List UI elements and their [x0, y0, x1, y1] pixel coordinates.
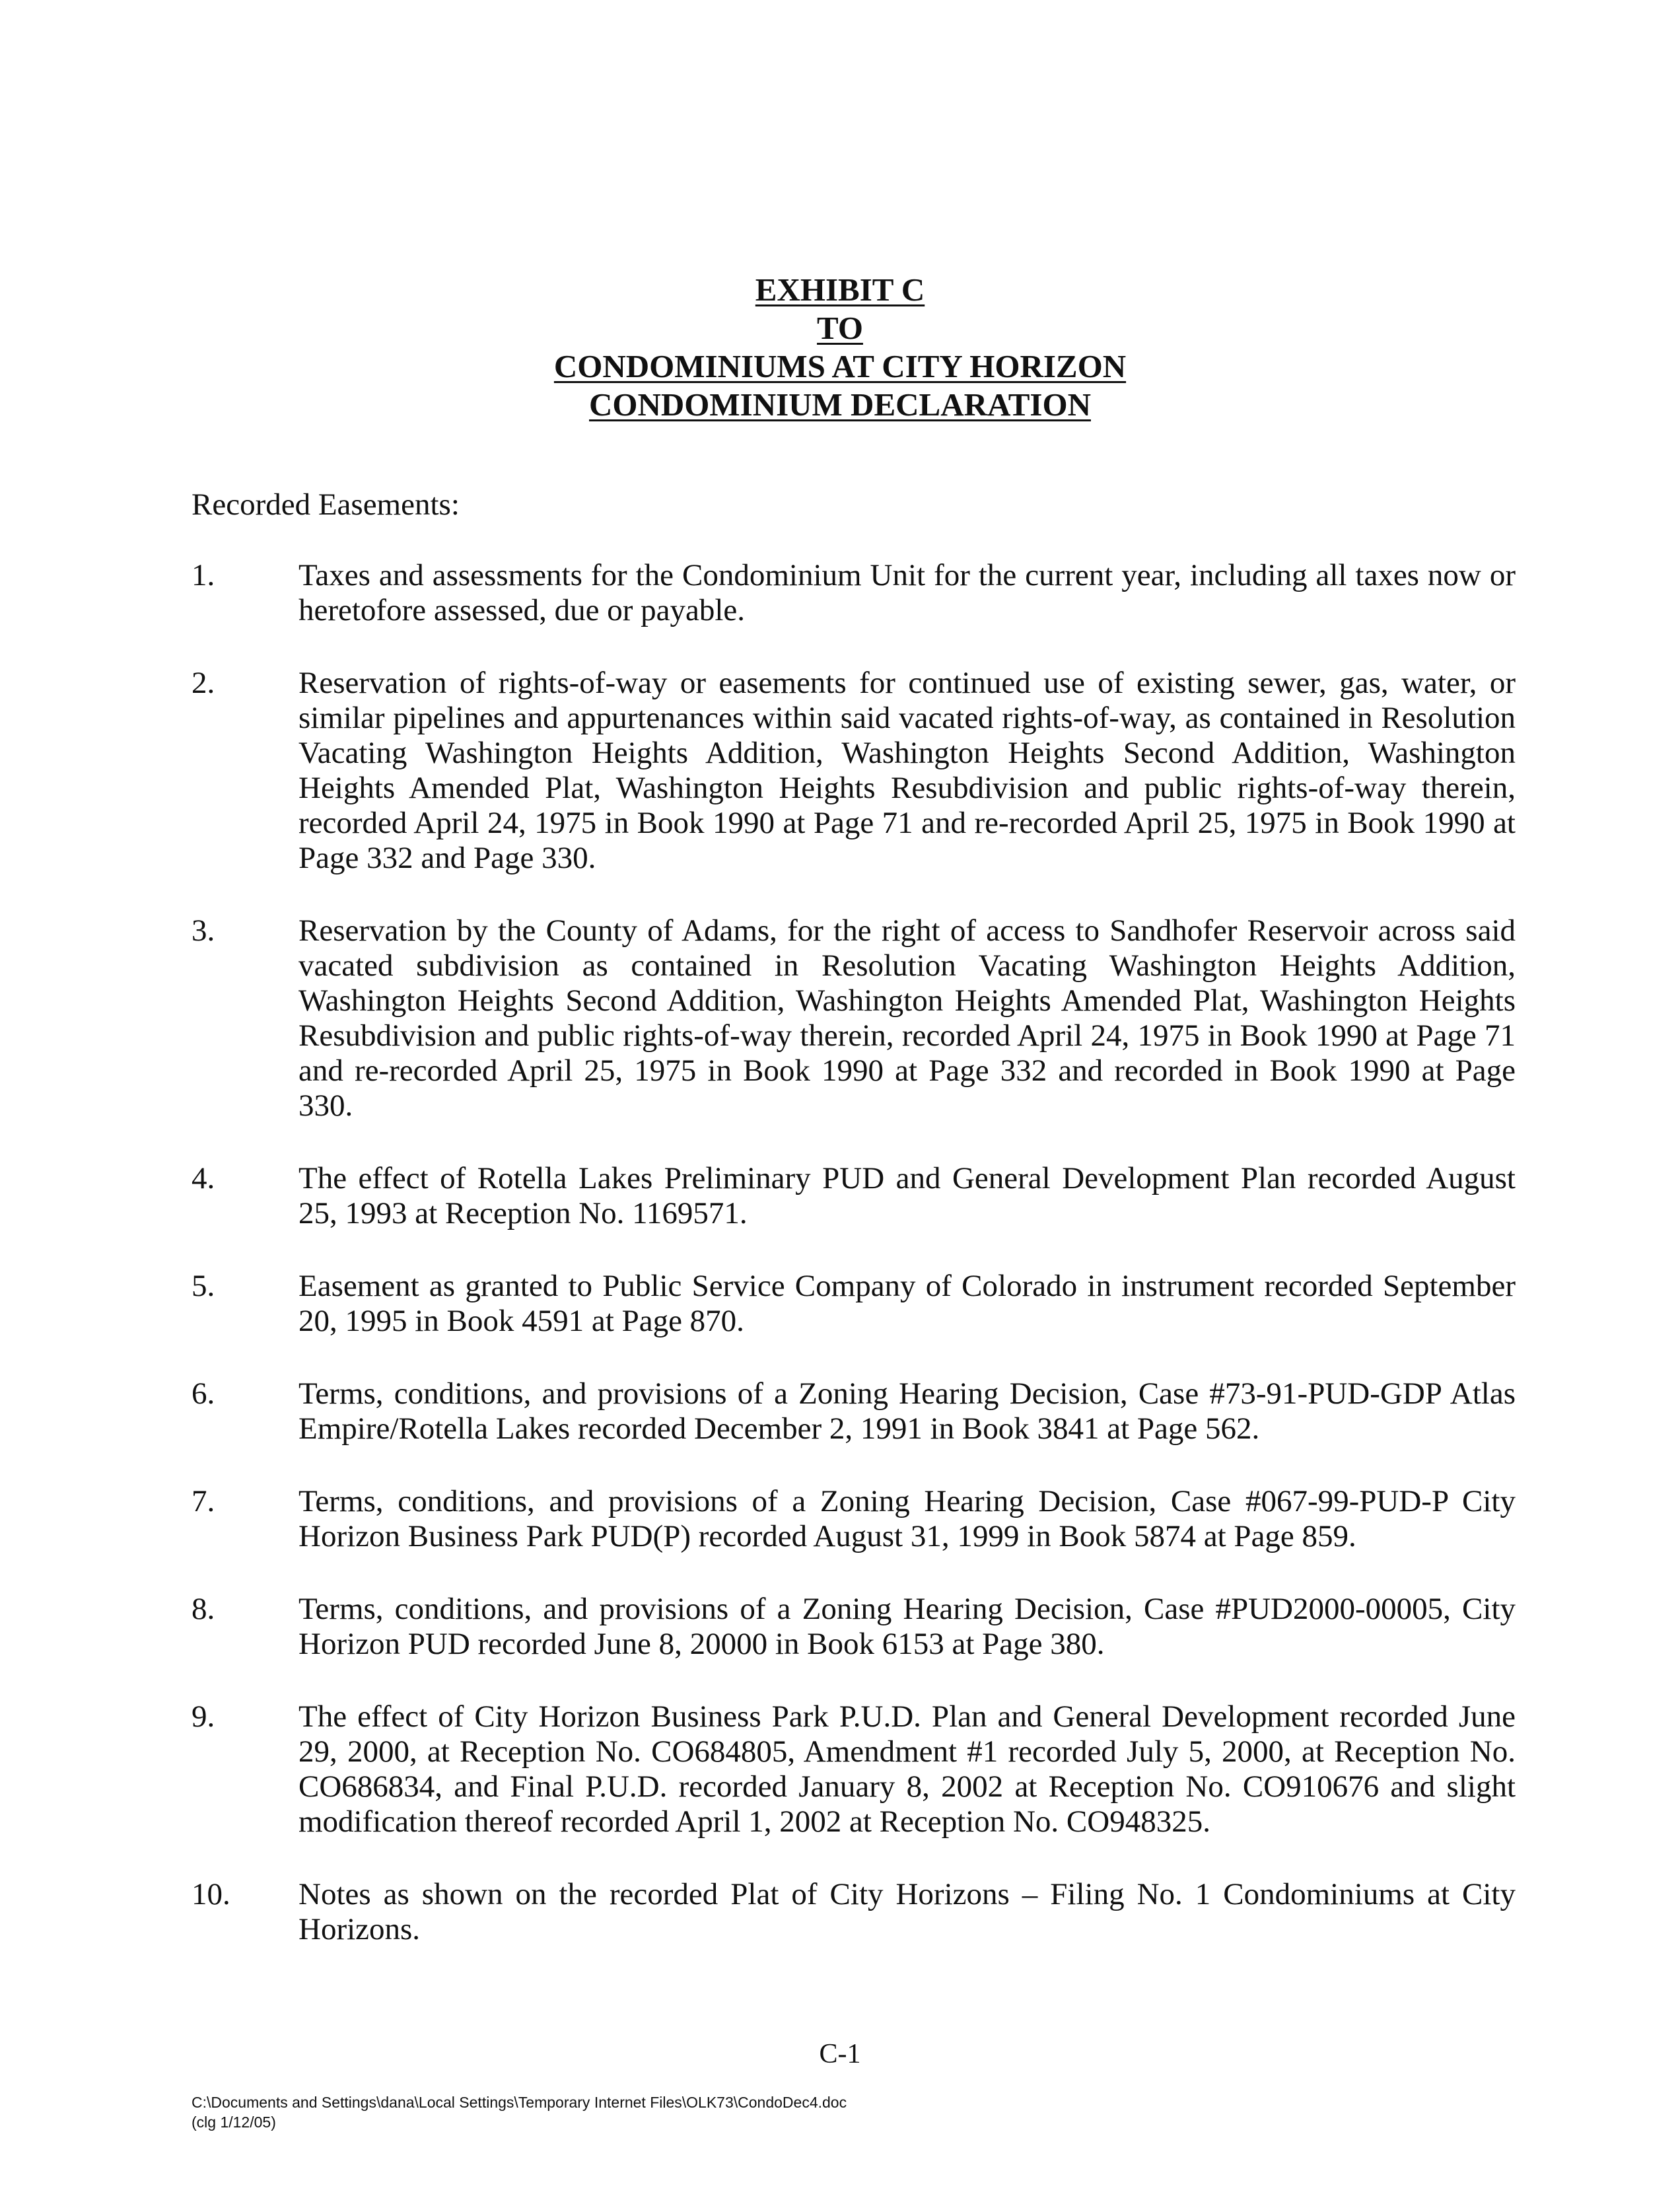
- item-text: The effect of City Horizon Business Park P.U.D. Plan and General Development recorded June 29, 2000, at Reception No. CO684805, Amendment #1 recorded July 5, 2000, at Reception No. CO686834, and Final P.U.D. recorded January 8, 2002 at Reception No. CO910676 and slight modification thereof recorded April 1, 2002 at Reception No. CO948325.: [298, 1699, 1516, 1839]
- item-text: Notes as shown on the recorded Plat of City Horizons – Filing No. 1 Condominiums at City Horizons.: [298, 1877, 1516, 1946]
- item-text: Terms, conditions, and provisions of a Zoning Hearing Decision, Case #067-99-PUD-P City Horizon Business Park PUD(P) recorded August 31, 1999 in Book 5874 at Page 859.: [298, 1484, 1516, 1553]
- list-item: [192, 913, 1516, 1123]
- item-text: Terms, conditions, and provisions of a Zoning Hearing Decision, Case #73-91-PUD-GDP Atlas Empire/Rotella Lakes recorded December 2, 1991 in Book 3841 at Page 562.: [298, 1376, 1516, 1446]
- list-item: [192, 1877, 1516, 1947]
- item-number: 10.: [192, 1877, 230, 1911]
- item-text: Easement as granted to Public Service Company of Colorado in instrument recorded September 20, 1995 in Book 4591 at Page 870.: [298, 1269, 1516, 1338]
- item-number: 2.: [192, 666, 215, 700]
- easement-list: [192, 558, 1516, 1985]
- item-number: 7.: [192, 1484, 215, 1518]
- exhibit-title: [0, 271, 1680, 424]
- title-line-4: CONDOMINIUM DECLARATION: [589, 386, 1091, 423]
- title-line-2: TO: [817, 310, 863, 346]
- item-number: 3.: [192, 913, 215, 948]
- item-text: Reservation of rights-of-way or easements for continued use of existing sewer, gas, water, or similar pipelines and appurtenances within said vacated rights-of-way, as contained in Resolution Vacating Washington Heights Addition, Washington Heights Second Addition, Washington Heights Amended Plat, Washington Heights Resubdivision and public rights-of-way therein, recorded April 24, 1975 in Book 1990 at Page 71 and re-recorded April 25, 1975 in Book 1990 at Page 332 and Page 330.: [298, 666, 1516, 875]
- item-number: 8.: [192, 1592, 215, 1626]
- list-item: [192, 558, 1516, 628]
- title-line-3: CONDOMINIUMS AT CITY HORIZON: [553, 348, 1127, 384]
- file-path-footer: [192, 2092, 847, 2132]
- list-item: [192, 1376, 1516, 1446]
- item-text: Terms, conditions, and provisions of a Zoning Hearing Decision, Case #PUD2000-00005, City Horizon PUD recorded June 8, 20000 in Book 6153 at Page 380.: [298, 1592, 1516, 1661]
- recorded-easements-heading: Recorded Easements:: [192, 487, 460, 522]
- page-number: C-1: [819, 2039, 861, 2069]
- item-number: 9.: [192, 1699, 215, 1734]
- list-item: [192, 1161, 1516, 1231]
- item-number: 6.: [192, 1376, 215, 1411]
- title-line-1: EXHIBIT C: [755, 271, 925, 308]
- list-item: [192, 1699, 1516, 1839]
- list-item: [192, 666, 1516, 876]
- item-number: 1.: [192, 558, 215, 592]
- footer-note: (clg 1/12/05): [192, 2114, 276, 2131]
- item-number: 4.: [192, 1161, 215, 1195]
- list-item: [192, 1592, 1516, 1662]
- item-number: 5.: [192, 1269, 215, 1303]
- list-item: [192, 1484, 1516, 1554]
- item-text: Reservation by the County of Adams, for the right of access to Sandhofer Reservoir across said vacated subdivision as contained in Resolution Vacating Washington Heights Addition, Washington Heights Second Addition, Washington Heights Amended Plat, Washington Heights Resubdivision and public rights-of-way therein, recorded April 24, 1975 in Book 1990 at Page 71 and re-recorded April 25, 1975 in Book 1990 at Page 332 and recorded in Book 1990 at Page 330.: [298, 913, 1516, 1123]
- item-text: The effect of Rotella Lakes Preliminary PUD and General Development Plan recorded August 25, 1993 at Reception No. 1169571.: [298, 1161, 1516, 1230]
- item-text: Taxes and assessments for the Condominium Unit for the current year, including all taxes now or heretofore assessed, due or payable.: [298, 558, 1516, 627]
- list-item: [192, 1269, 1516, 1339]
- footer-path: C:\Documents and Settings\dana\Local Settings\Temporary Internet Files\OLK73\CondoDec4.doc: [192, 2094, 847, 2111]
